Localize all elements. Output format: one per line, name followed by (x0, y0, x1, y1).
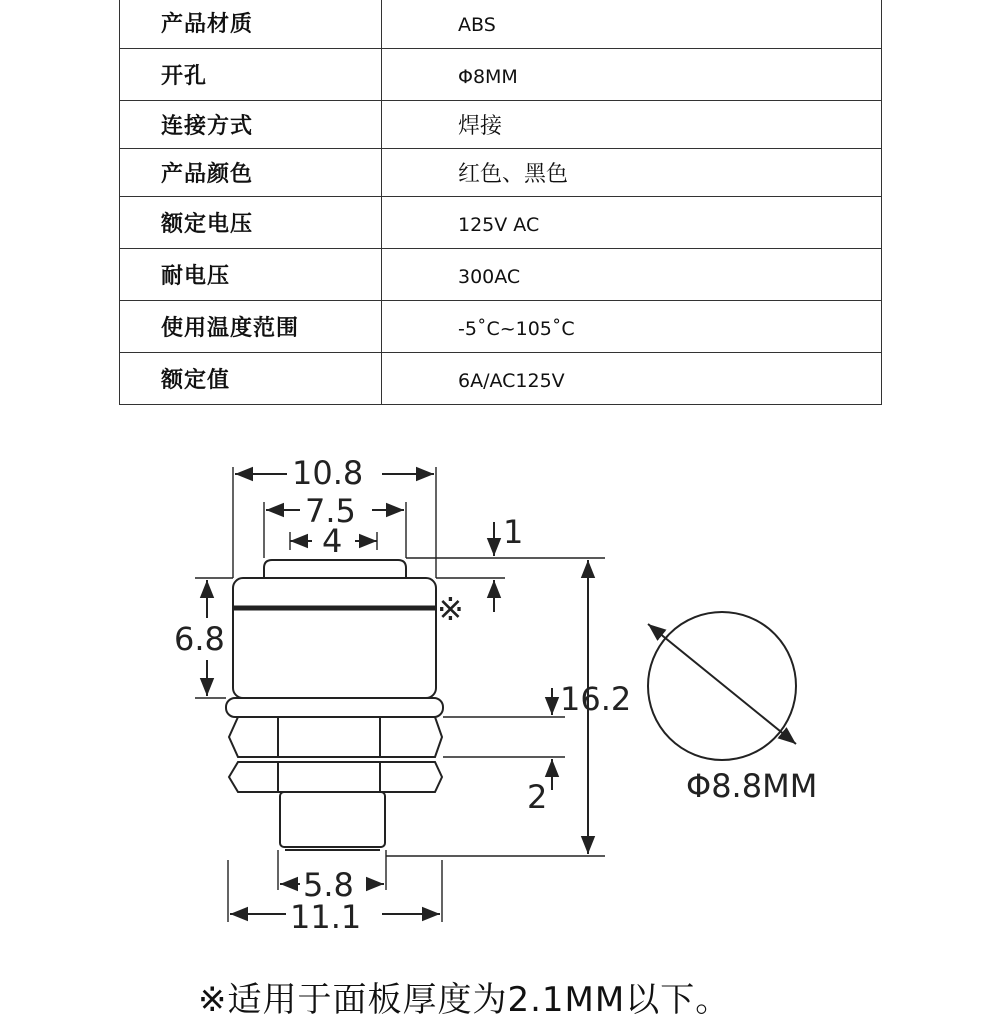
spec-value: 红色、黑色 (382, 149, 882, 197)
flange (226, 698, 443, 717)
thread-stem (280, 792, 385, 847)
label-5-8: 5.8 (303, 866, 354, 904)
panel-thickness-note: ※适用于面板厚度为2.1MM以下。 (198, 980, 731, 1020)
nut-upper (229, 717, 442, 757)
spec-label: 额定电压 (120, 197, 382, 249)
spec-value: 6A/AC125V (382, 353, 882, 405)
panel-hole-circle (648, 612, 796, 760)
spec-label: 开孔 (120, 49, 382, 101)
spec-value: 125V AC (382, 197, 882, 249)
label-2: 2 (527, 778, 548, 816)
nut-lower (229, 762, 442, 792)
spec-value: 焊接 (382, 101, 882, 149)
spec-label: 耐电压 (120, 249, 382, 301)
label-11-1: 11.1 (290, 898, 362, 936)
spec-label: 额定值 (120, 353, 382, 405)
spec-label: 产品颜色 (120, 149, 382, 197)
spec-value: ABS (382, 0, 882, 49)
label-hole-diameter: Φ8.8MM (686, 767, 818, 805)
spec-value: Φ8MM (382, 49, 882, 101)
spec-value: 300AC (382, 249, 882, 301)
label-marker: ※ (437, 590, 464, 628)
button-cap-outline (264, 560, 406, 578)
spec-label: 使用温度范围 (120, 301, 382, 353)
label-16-2: 16.2 (560, 680, 632, 718)
label-10-8: 10.8 (292, 454, 364, 492)
dim-hole-diameter (648, 624, 796, 744)
spec-label: 连接方式 (120, 101, 382, 149)
spec-label: 产品材质 (120, 0, 382, 49)
switch-body (233, 578, 436, 698)
spec-value: -5˚C~105˚C (382, 301, 882, 353)
label-4: 4 (322, 522, 343, 560)
dimension-labels (174, 454, 817, 936)
label-6-8: 6.8 (174, 620, 225, 658)
label-7-5: 7.5 (305, 492, 356, 530)
label-1: 1 (503, 513, 524, 551)
